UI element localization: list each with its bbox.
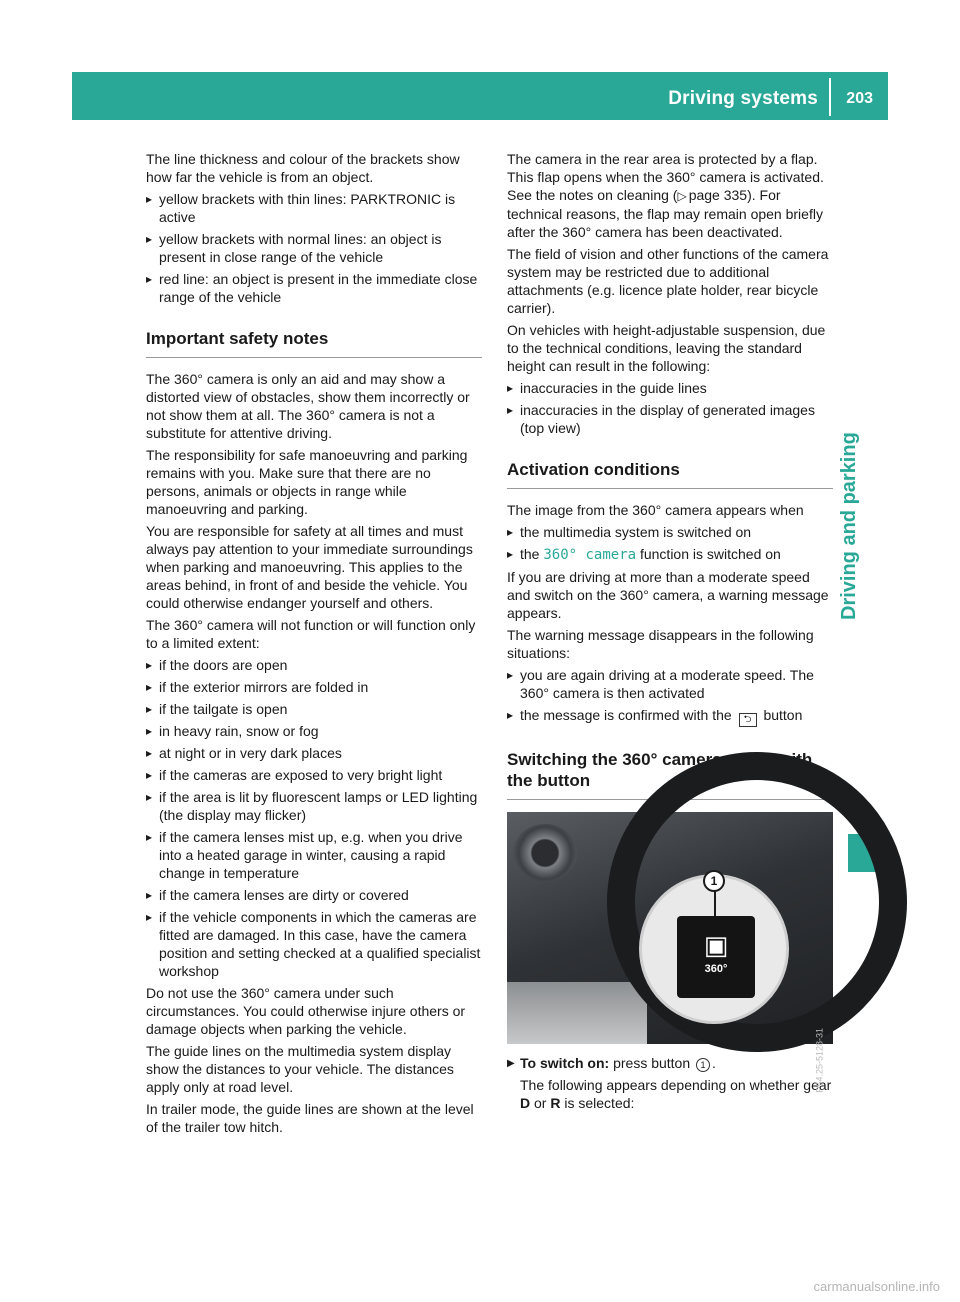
bullet-text: function is switched on xyxy=(639,546,781,562)
gear-text: The following appears depending on whether gear xyxy=(520,1077,832,1093)
flap-text-b: page 335). For technical reasons, the flap may remain open briefly after the 360° camera has been deactivated. xyxy=(507,187,823,240)
list-item: ▸ if the doors are open xyxy=(146,656,482,674)
list-item: ▸ if the tailgate is open xyxy=(146,700,482,718)
back-button-icon: ⮌ xyxy=(739,713,757,727)
paragraph: The 360° camera will not function or will function only to a limited extent: xyxy=(146,617,476,651)
function-name: 360° camera xyxy=(543,547,637,563)
dashboard-panel xyxy=(507,982,647,1044)
list-item: ▸ you are again driving at a moderate speed. The 360° camera is then activated xyxy=(507,666,833,702)
paragraph: The 360° camera is only an aid and may show a distorted view of obstacles, show them incorrectly or not show them at all. The 360° camera is not a substitute for attentive driving. xyxy=(146,371,470,441)
list-item: ▸ the multimedia system is switched on xyxy=(507,523,833,541)
header-separator xyxy=(829,78,831,116)
paragraph: The guide lines on the multimedia system display show the distances to your vehicle. The distances apply only at road level. xyxy=(146,1043,454,1095)
paragraph xyxy=(507,150,833,241)
gear-d: D xyxy=(520,1095,531,1111)
paragraph: On vehicles with height-adjustable suspension, due to the technical conditions, leaving the standard height can result in the following: xyxy=(507,322,826,374)
list-item: ▸ if the vehicle components in which the cameras are fitted are damaged. In this case, have the camera position and setting checked at a qualified specialist workshop xyxy=(146,908,482,980)
left-column xyxy=(146,150,482,1140)
callout-number: 1 xyxy=(703,870,725,892)
gear-text-end: is selected: xyxy=(564,1095,635,1111)
heading-activation-conditions: Activation conditions xyxy=(507,459,833,489)
paragraph: In trailer mode, the guide lines are shown at the level of the trailer tow hitch. xyxy=(146,1101,474,1135)
heading-switching-camera: Switching the 360° camera on/off with the button xyxy=(507,749,833,800)
image-code: P54.25-5128-31 xyxy=(815,1028,825,1093)
flap-text-a: The camera in the rear area is protected by a flap. This flap opens when the 360° camera is activated. See the notes on cleaning ( xyxy=(507,151,824,203)
list-item: ▸ if the camera lenses mist up, e.g. when you drive into a heated garage in winter, causing a rapid change in temperature xyxy=(146,828,482,882)
header-bar xyxy=(72,72,888,120)
paragraph: The responsibility for safe manoeuvring and parking remains with you. Make sure that there are no persons, animals or objects in range while manoeuvring and parking. xyxy=(146,447,468,517)
camera-icon: ▣ xyxy=(703,930,729,960)
camera-button xyxy=(677,916,755,998)
paragraph: You are responsible for safety at all times and must always pay attention to your immediate surroundings when parking and manoeuvring. This applies to the areas behind, in front of and beside the vehicle. You could otherwise endanger yourself and others. xyxy=(146,523,473,611)
list-item: ▸ inaccuracies in the display of generated images (top view) xyxy=(507,401,833,437)
step-label: To switch on: xyxy=(520,1055,610,1071)
paragraph: The field of vision and other functions of the camera system may be restricted due to additional attachments (e.g. licence plate holder, rear bicycle carrier). xyxy=(507,246,829,316)
instruction-step xyxy=(507,1054,833,1072)
list-item: ▸ red line: an object is present in the immediate close range of the vehicle xyxy=(146,270,482,306)
list-item: ▸ if the area is lit by fluorescent lamps or LED lighting (the display may flicker) xyxy=(146,788,482,824)
section-title: Driving systems xyxy=(668,88,818,109)
list-item xyxy=(507,545,833,564)
bullet-text: the message is confirmed with the xyxy=(520,707,732,723)
list-item: ▸ in heavy rain, snow or fog xyxy=(146,722,482,740)
list-item: ▸ yellow brackets with normal lines: an object is present in close range of the vehicle xyxy=(146,230,482,266)
page-number: 203 xyxy=(846,90,873,107)
brackets-intro: The line thickness and colour of the brackets show how far the vehicle is from an object. xyxy=(146,151,460,185)
list-item: ▸ if the camera lenses are dirty or covered xyxy=(146,886,482,904)
camera-button-label: 360° xyxy=(704,963,728,975)
paragraph: The warning message disappears in the following situations: xyxy=(507,627,814,661)
bullet-text: button xyxy=(763,707,803,723)
heading-safety-notes: Important safety notes xyxy=(146,328,482,358)
paragraph xyxy=(507,1076,833,1112)
list-item xyxy=(507,706,833,727)
side-tab-label: Driving and parking xyxy=(838,432,860,620)
step-text: press button xyxy=(613,1055,691,1071)
air-vent xyxy=(513,824,577,882)
list-item: ▸ if the cameras are exposed to very bright light xyxy=(146,766,482,784)
step-text-end: . xyxy=(712,1055,716,1071)
paragraph: Do not use the 360° camera under such circumstances. You could otherwise injure others or damage objects when parking the vehicle. xyxy=(146,985,466,1037)
list-item: ▸ yellow brackets with thin lines: PARKTRONIC is active xyxy=(146,190,482,226)
bullet-text: the xyxy=(520,546,540,562)
paragraph: The image from the 360° camera appears when xyxy=(507,502,804,518)
list-item: ▸ inaccuracies in the guide lines xyxy=(507,379,833,397)
page-ref-arrow-icon: ▷ xyxy=(677,189,687,203)
right-column xyxy=(507,150,833,1116)
list-item: ▸ if the exterior mirrors are folded in xyxy=(146,678,482,696)
callout-ref: 1 xyxy=(696,1058,710,1072)
gear-text-or: or xyxy=(534,1095,547,1111)
gear-r: R xyxy=(550,1095,561,1111)
paragraph: If you are driving at more than a moderate speed and switch on the 360° camera, a warning message appears. xyxy=(507,569,829,621)
list-item: ▸ at night or in very dark places xyxy=(146,744,482,762)
watermark: carmanualsonline.info xyxy=(813,1279,940,1294)
